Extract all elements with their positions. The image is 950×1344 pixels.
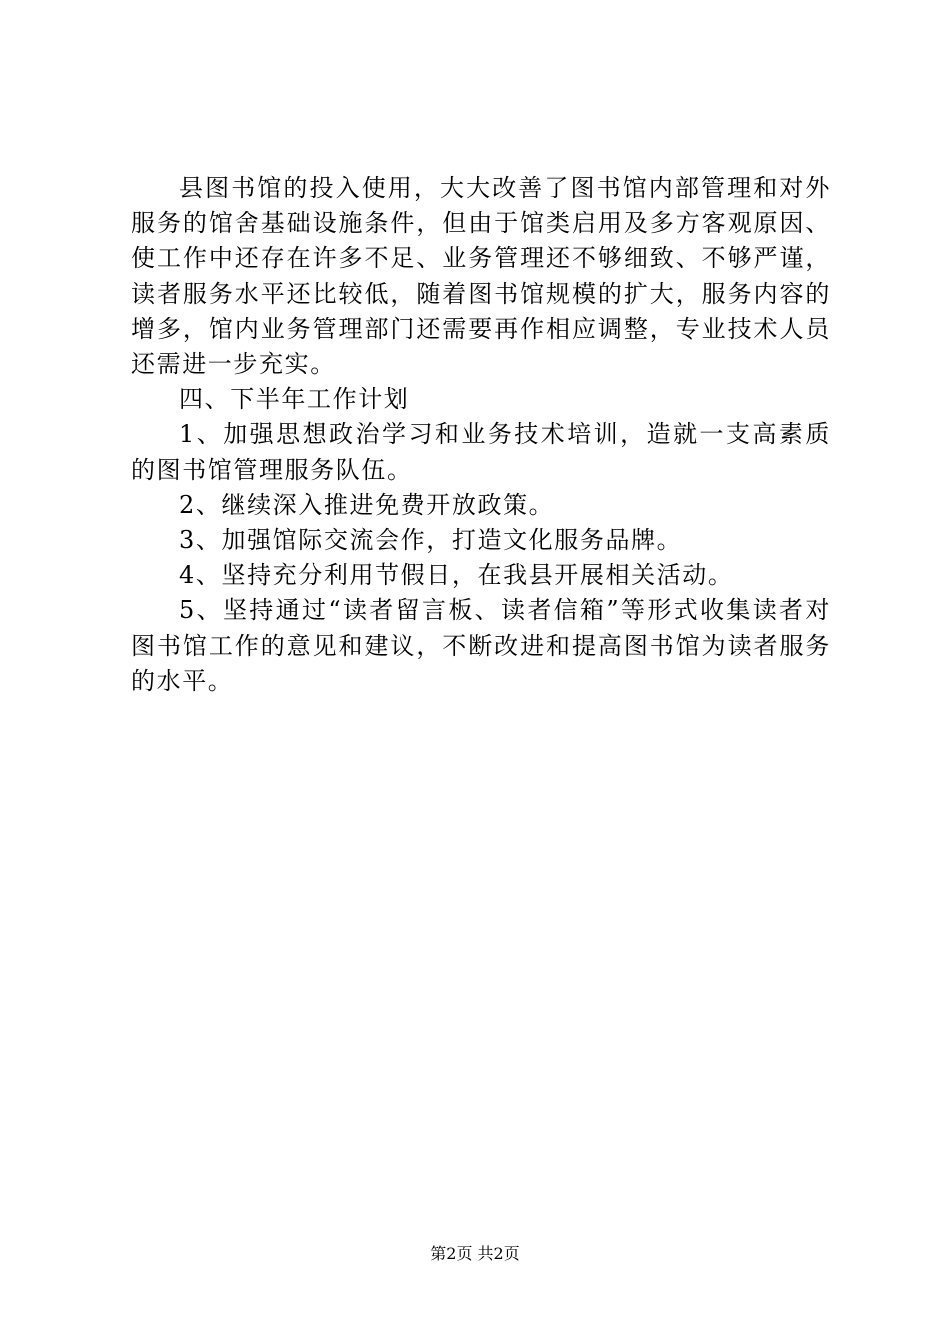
paragraph-summary: 县图书馆的投入使用，大大改善了图书馆内部管理和对外服务的馆舍基础设施条件，但由于馆类启用及多方客观原因、使工作中还存在许多不足、业务管理还不够细致、不够严谨，读者服务水平还比较低，随着图书馆规模的扩大，服务内容的增多，馆内业务管理部门还需要再作相应调整，专业技术人员还需进一步充实。	[131, 174, 831, 379]
section-heading-plan: 四、下半年工作计划	[179, 385, 410, 414]
plan-item-4: 4、坚持充分利用节假日，在我县开展相关活动。	[179, 561, 734, 590]
plan-item-5: 5、坚持通过“读者留言板、读者信箱”等形式收集读者对图书馆工作的意见和建议，不断改进和提高图书馆为读者服务的水平。	[131, 596, 831, 695]
page-footer	[0, 1244, 950, 1264]
plan-item-2: 2、继续深入推进免费开放政策。	[179, 490, 555, 519]
plan-item-1: 1、加强思想政治学习和业务技术培训，造就一支高素质的图书馆管理服务队伍。	[131, 420, 831, 484]
page-number: 第2页	[430, 1244, 473, 1263]
plan-item-3: 3、加强馆际交流会作，打造文化服务品牌。	[179, 526, 683, 555]
document-body	[131, 171, 831, 699]
page-total: 共2页	[477, 1244, 520, 1263]
